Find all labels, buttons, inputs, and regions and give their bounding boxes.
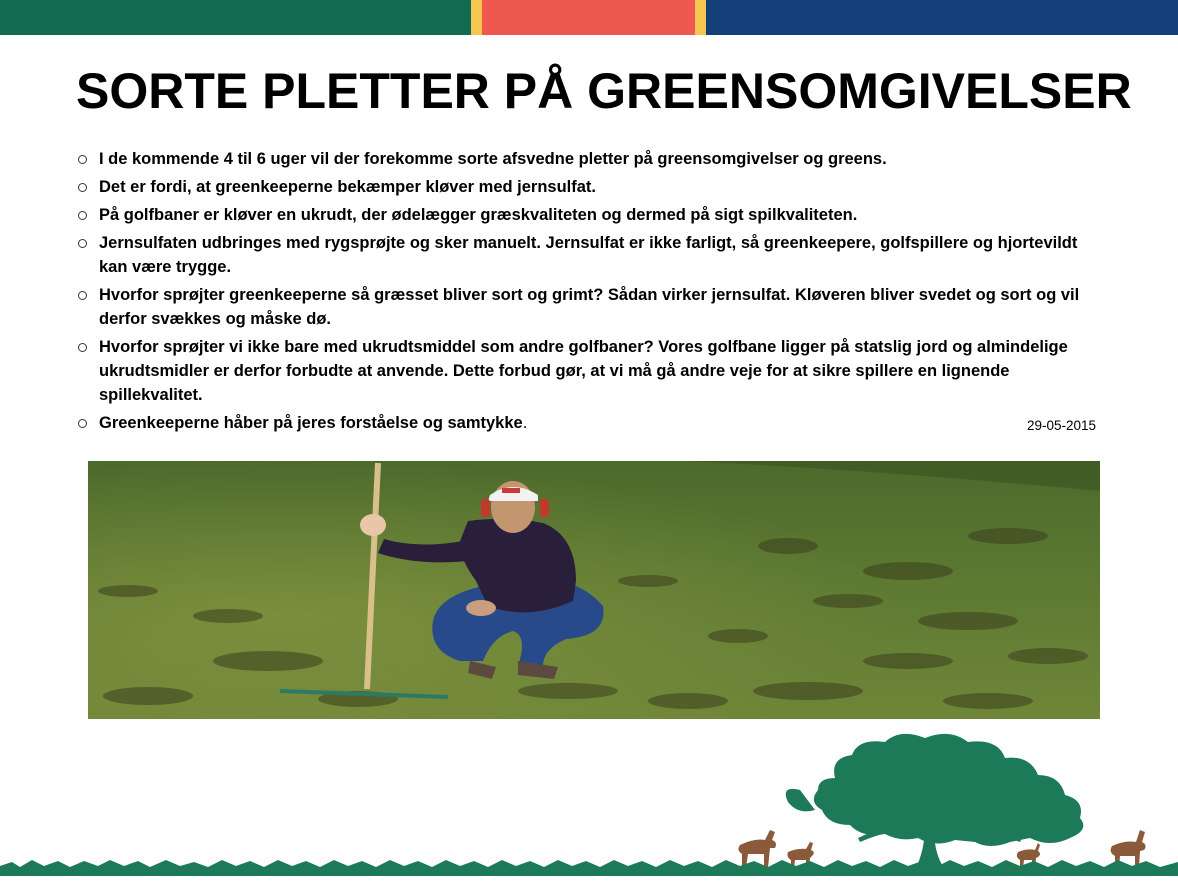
bullet-circle-icon (78, 419, 87, 428)
deer-icon (738, 830, 776, 868)
photo-illustration (88, 461, 1100, 719)
bullet-circle-icon (78, 211, 87, 220)
bullet-text: Hvorfor sprøjter vi ikke bare med ukrudtsmiddel som andre golfbaner? Vores golfbane ligger på statslig jord og almindelige ukrudtsmidler er derfor forbudte at anvende. Dette forbud gør, at vi må gå andre veje for at sikre spillere en lignende spillekvalitet. (99, 338, 1068, 404)
list-item (76, 147, 1106, 171)
bar-segment-coral (482, 0, 695, 35)
bullet-text: Greenkeeperne håber på jeres forståelse og samtykke (99, 414, 523, 432)
bar-segment-green (0, 0, 471, 35)
bullet-circle-icon (78, 291, 87, 300)
grass-strip (0, 860, 1178, 876)
bullet-circle-icon (78, 155, 87, 164)
top-color-bar (0, 0, 1178, 35)
greenkeeper-photo (88, 461, 1100, 719)
bullet-circle-icon (78, 239, 87, 248)
bullet-text: Hvorfor sprøjter greenkeeperne så græsset bliver sort og grimt? Sådan virker jernsulfat. Kløveren bliver svedet og sort og vil derfor svækkes og måske dø. (99, 286, 1080, 328)
bullet-text: Det er fordi, at greenkeeperne bekæmper kløver med jernsulfat. (99, 178, 597, 196)
list-item (76, 231, 1106, 279)
bar-segment-yellow-left (471, 0, 482, 35)
bullet-text-period: . (522, 414, 528, 432)
list-item (76, 283, 1106, 331)
bullet-circle-icon (78, 343, 87, 352)
footer-landscape (0, 730, 1178, 876)
list-item (76, 411, 1106, 435)
list-item (76, 335, 1106, 407)
list-item (76, 203, 1106, 227)
tree-icon (786, 734, 1084, 870)
bullet-text: På golfbaner er kløver en ukrudt, der ødelægger græskvaliteten og dermed på sigt spilkvaliteten. (99, 206, 858, 224)
tree-and-deer-illustration (0, 730, 1178, 876)
list-item (76, 175, 1106, 199)
bullet-circle-icon (78, 183, 87, 192)
date-label: 29-05-2015 (1026, 418, 1096, 433)
bullet-list (76, 147, 1106, 439)
bar-segment-blue (706, 0, 1178, 35)
bar-segment-yellow-right (695, 0, 706, 35)
bullet-text: Jernsulfaten udbringes med rygsprøjte og sker manuelt. Jernsulfat er ikke farligt, så greenkeepere, golfspillere og hjortevildt kan være trygge. (99, 234, 1078, 276)
bullet-text: I de kommende 4 til 6 uger vil der forekomme sorte afsvedne pletter på greensomgivelser og greens. (99, 150, 887, 168)
page-title: SORTE PLETTER PÅ GREENSOMGIVELSER (76, 63, 1132, 119)
